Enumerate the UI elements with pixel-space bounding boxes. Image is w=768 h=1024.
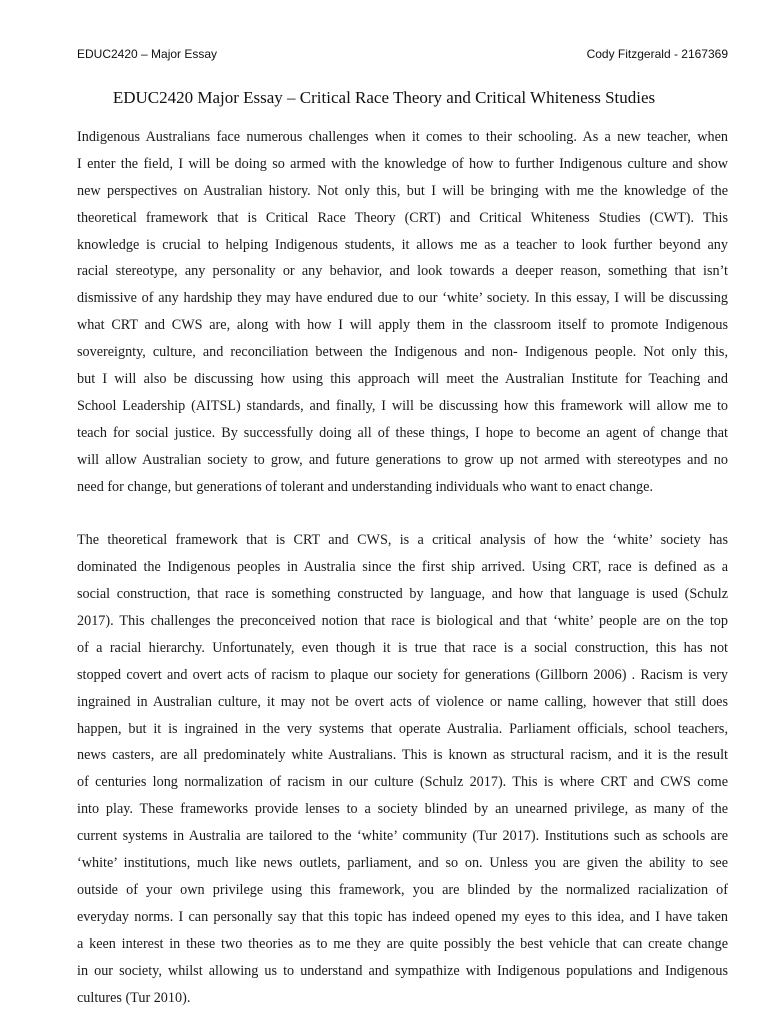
paragraph-line: social construction, that race is something constructed by language, and how that language is used (Schulz bbox=[77, 586, 728, 603]
paragraph-line: current systems in Australia are tailored to the ‘white’ community (Tur 2017). Institutions such as schools are bbox=[77, 828, 728, 845]
paragraph-line: theoretical framework that is Critical Race Theory (CRT) and Critical Whiteness Studies (CWT). This bbox=[77, 209, 728, 226]
paragraph-line: will allow Australian society to grow, and future generations to grow up not armed with stereotypes and no bbox=[77, 451, 728, 468]
paragraph-line: 2017). This challenges the preconceived notion that race is biological and that ‘white’ people are on the top bbox=[77, 613, 728, 630]
paragraph-line: into play. These frameworks provide lenses to a society blinded by an unearned privilege, as many of the bbox=[77, 801, 728, 818]
paragraph-line: happen, but it is ingrained in the very systems that operate Australia. Parliament officials, school teachers, bbox=[77, 720, 728, 737]
paragraph-line: dismissive of any hardship they may have endured due to our ‘white’ society. In this essay, I will be discussing bbox=[77, 290, 728, 307]
essay-paragraph bbox=[77, 527, 728, 1011]
essay-title: EDUC2420 Major Essay – Critical Race Theory and Critical Whiteness Studies bbox=[112, 88, 656, 107]
paragraph-line: teach for social justice. By successfully doing all of these things, I hope to become an agent of change that bbox=[77, 424, 728, 441]
paragraph-line: I enter the field, I will be doing so armed with the knowledge of how to further Indigenous culture and show bbox=[77, 155, 728, 172]
paragraph-line: racial stereotype, any personality or any behavior, and look towards a deeper reason, something that isn’t bbox=[77, 263, 728, 280]
paragraph-line: stopped covert and overt acts of racism to plaque our society for generations (Gillborn 2006) . Racism is very bbox=[77, 666, 728, 683]
paragraph-line: School Leadership (AITSL) standards, and finally, I will be discussing how this framework will allow me to bbox=[77, 397, 728, 414]
header-course-label: EDUC2420 – Major Essay bbox=[77, 47, 218, 61]
paragraph-line: everyday norms. I can personally say that this topic has indeed opened my eyes to this idea, and I have taken bbox=[77, 908, 728, 925]
paragraph-line: cultures (Tur 2010). bbox=[77, 989, 191, 1006]
paragraph-line: of centuries long normalization of racism in our culture (Schulz 2017). This is where CRT and CWS come bbox=[77, 774, 728, 791]
paragraph-line: Indigenous Australians face numerous challenges when it comes to their schooling. As a new teacher, when bbox=[77, 129, 728, 145]
paragraph-line: sovereignty, culture, and reconciliation between the Indigenous and non- Indigenous people. Not only this, bbox=[77, 344, 728, 361]
paragraph-line: The theoretical framework that is CRT and CWS, is a critical analysis of how the ‘white’ society has bbox=[77, 532, 728, 549]
essay-body bbox=[77, 124, 728, 1011]
paragraph-line: a keen interest in these two theories as to me they are quite possibly the best vehicle that can create change bbox=[77, 935, 728, 952]
paragraph-line: in our society, whilst allowing us to understand and sympathize with Indigenous populations and Indigenous bbox=[77, 962, 728, 979]
essay-paragraph bbox=[77, 124, 728, 500]
paragraph-line: new perspectives on Australian history. Not only this, but I will be bringing with me the knowledge of the bbox=[77, 182, 728, 199]
paragraph-line: dominated the Indigenous peoples in Australia since the first ship arrived. Using CRT, race is defined as a bbox=[77, 559, 728, 576]
paragraph-line: knowledge is crucial to helping Indigenous students, it allows me as a teacher to look further beyond any bbox=[77, 236, 728, 253]
paragraph-line: of a racial hierarchy. Unfortunately, even though it is true that race is a social construction, this has not bbox=[77, 639, 728, 656]
paragraph-gap bbox=[77, 500, 728, 527]
page-header bbox=[77, 47, 728, 65]
header-author-label: Cody Fitzgerald - 2167369 bbox=[586, 47, 728, 61]
paragraph-line: but I will also be discussing how using this approach will meet the Australian Institute for Teaching and bbox=[77, 371, 728, 388]
paragraph-line: what CRT and CWS are, along with how I will apply them in the classroom itself to promote Indigenous bbox=[77, 317, 728, 334]
paragraph-line: ‘white’ institutions, much like news outlets, parliament, and so on. Unless you are given the ability to see bbox=[77, 855, 728, 872]
paragraph-line: news casters, are all predominately white Australians. This is known as structural racism, and it is the result bbox=[77, 747, 728, 764]
paragraph-line: ingrained in Australian culture, it may not be overt acts of violence or name calling, however that still does bbox=[77, 693, 728, 710]
paragraph-line: outside of your own privilege using this framework, you are blinded by the normalized racialization of bbox=[77, 881, 728, 898]
paragraph-line: need for change, but generations of tolerant and understanding individuals who want to enact change. bbox=[77, 478, 653, 495]
